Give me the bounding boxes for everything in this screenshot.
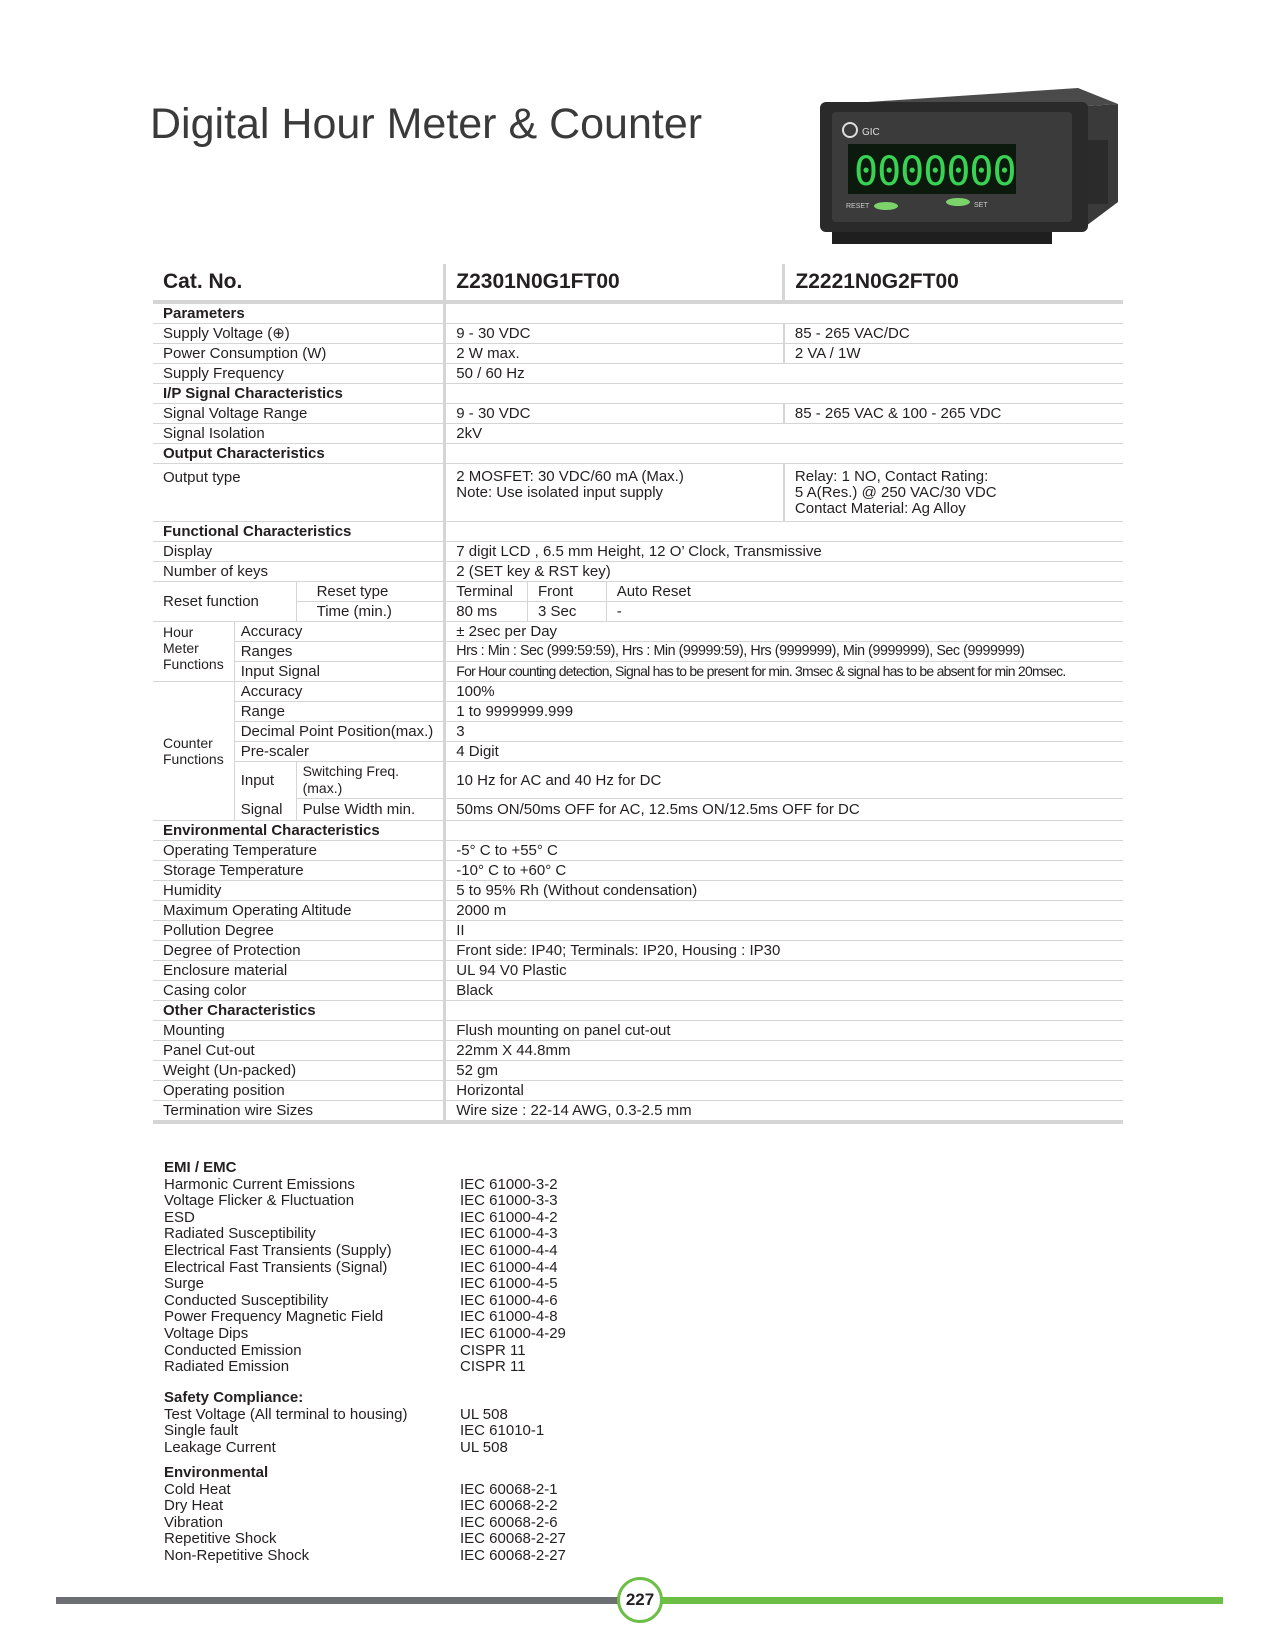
row-label: Pre-scaler [234, 742, 445, 762]
list-item: Harmonic Current Emissions IEC 61000-3-2 [164, 1175, 558, 1193]
row-value: 9 - 30 VDC [445, 404, 784, 424]
row-value: 2 (SET key & RST key) [445, 562, 1123, 582]
footer-bar-left [56, 1597, 622, 1604]
list-item: Voltage Flicker & Fluctuation IEC 61000-3-3 [164, 1192, 558, 1210]
list-item: Single fault IEC 61010-1 [164, 1422, 545, 1440]
safety-heading: Safety Compliance: [164, 1389, 304, 1406]
hour-meter-functions-label: Hour Meter Functions [153, 622, 234, 682]
row-value: 10 Hz for AC and 40 Hz for DC [445, 762, 1123, 799]
row-label: Signal Isolation [153, 424, 445, 444]
section-other: Other Characteristics [153, 1001, 445, 1021]
model-2: Z2221N0G2FT00 [784, 264, 1123, 302]
row-value: 52 gm [445, 1061, 1123, 1081]
list-item: Conducted Emission CISPR 11 [164, 1341, 526, 1359]
row-value: UL 94 V0 Plastic [445, 961, 1123, 981]
counter-functions-label: Counter Functions [153, 682, 234, 821]
row-value: 3 [445, 722, 1123, 742]
list-item: Test Voltage (All terminal to housing) UL 508 [164, 1405, 508, 1423]
row-label: Operating position [153, 1081, 445, 1101]
environmental-heading: Environmental [164, 1464, 269, 1481]
counter-input-label: Input [234, 762, 296, 799]
list-item: Electrical Fast Transients (Signal) IEC 61000-4-4 [164, 1258, 558, 1276]
row-label: Mounting [153, 1021, 445, 1041]
row-label: Enclosure material [153, 961, 445, 981]
section-output: Output Characteristics [153, 444, 445, 464]
row-value: Black [445, 981, 1123, 1001]
svg-text:RESET: RESET [846, 203, 870, 210]
row-value: 85 - 265 VAC & 100 - 265 VDC [784, 404, 1123, 424]
list-item: Surge IEC 61000-4-5 [164, 1275, 558, 1293]
list-item: ESD IEC 61000-4-2 [164, 1208, 558, 1226]
reset-time-terminal: 80 ms [445, 602, 528, 622]
row-value: 2 VA / 1W [784, 344, 1123, 364]
row-value: 2000 m [445, 901, 1123, 921]
counter-signal-label: Signal [234, 799, 296, 821]
page-number: 227 [617, 1577, 663, 1623]
model-1: Z2301N0G1FT00 [445, 264, 784, 302]
row-label: Input Signal [234, 662, 445, 682]
row-value: 2 MOSFET: 30 VDC/60 mA (Max.) Note: Use isolated input supply [445, 464, 784, 522]
row-value: 22mm X 44.8mm [445, 1041, 1123, 1061]
row-value: 9 - 30 VDC [445, 324, 784, 344]
row-label: Panel Cut-out [153, 1041, 445, 1061]
row-label: Accuracy [234, 682, 445, 702]
section-ip-signal: I/P Signal Characteristics [153, 384, 445, 404]
row-label: Ranges [234, 642, 445, 662]
row-value: Wire size : 22-14 AWG, 0.3-2.5 mm [445, 1101, 1123, 1123]
row-value: 85 - 265 VAC/DC [784, 324, 1123, 344]
svg-text:GIC: GIC [862, 127, 880, 138]
list-item: Vibration IEC 60068-2-6 [164, 1513, 558, 1531]
row-label: Pulse Width min. [296, 799, 445, 821]
list-item: Repetitive Shock IEC 60068-2-27 [164, 1530, 566, 1548]
row-value: -10° C to +60° C [445, 861, 1123, 881]
cat-no-label: Cat. No. [153, 264, 445, 302]
row-label: Maximum Operating Altitude [153, 901, 445, 921]
hour-meter-product-image [818, 84, 1136, 252]
row-value: 2 W max. [445, 344, 784, 364]
list-item: Power Frequency Magnetic Field IEC 61000-4-8 [164, 1308, 558, 1326]
row-label: Termination wire Sizes [153, 1101, 445, 1123]
row-label: Casing color [153, 981, 445, 1001]
reset-time-label: Time (min.) [296, 602, 445, 622]
row-label: Supply Frequency [153, 364, 445, 384]
list-item: Voltage Dips IEC 61000-4-29 [164, 1324, 566, 1342]
list-item: Radiated Emission CISPR 11 [164, 1358, 526, 1376]
list-item: Electrical Fast Transients (Supply) IEC 61000-4-4 [164, 1241, 558, 1259]
row-value: Relay: 1 NO, Contact Rating: 5 A(Res.) @ 250 VAC/30 VDC Contact Material: Ag Alloy [784, 464, 1123, 522]
row-value: -5° C to +55° C [445, 841, 1123, 861]
row-value: 100% [445, 682, 1123, 702]
list-item: Radiated Susceptibility IEC 61000-4-3 [164, 1225, 558, 1243]
row-value: Hrs : Min : Sec (999:59:59), Hrs : Min (99999:59), Hrs (9999999), Min (9999999), Sec (9999999) [445, 642, 1123, 662]
row-label: Storage Temperature [153, 861, 445, 881]
safety-compliance-list [164, 1390, 544, 1456]
row-value: 2kV [445, 424, 1123, 444]
row-value: ± 2sec per Day [445, 622, 1123, 642]
reset-function-label: Reset function [153, 582, 296, 622]
row-value: 50ms ON/50ms OFF for AC, 12.5ms ON/12.5ms OFF for DC [445, 799, 1123, 821]
row-value: 7 digit LCD , 6.5 mm Height, 12 O’ Clock, Transmissive [445, 542, 1123, 562]
specification-table [153, 264, 1123, 1124]
row-label: Power Consumption (W) [153, 344, 445, 364]
row-label: Operating Temperature [153, 841, 445, 861]
list-item: Conducted Susceptibility IEC 61000-4-6 [164, 1291, 558, 1309]
row-label: Switching Freq.(max.) [296, 762, 445, 799]
row-label: Pollution Degree [153, 921, 445, 941]
row-label: Humidity [153, 881, 445, 901]
row-value: Front side: IP40; Terminals: IP20, Housing : IP30 [445, 941, 1123, 961]
row-label: Accuracy [234, 622, 445, 642]
list-item: Dry Heat IEC 60068-2-2 [164, 1497, 558, 1515]
row-label: Number of keys [153, 562, 445, 582]
svg-text:SET: SET [974, 202, 988, 209]
row-value: 50 / 60 Hz [445, 364, 1123, 384]
list-item: Leakage Current UL 508 [164, 1438, 508, 1456]
row-value: 5 to 95% Rh (Without condensation) [445, 881, 1123, 901]
row-label: Decimal Point Position(max.) [234, 722, 445, 742]
row-value: II [445, 921, 1123, 941]
row-label: Range [234, 702, 445, 722]
row-value: 4 Digit [445, 742, 1123, 762]
row-label: Display [153, 542, 445, 562]
catalog-header-row [153, 264, 1123, 302]
emi-heading: EMI / EMC [164, 1159, 237, 1176]
row-label: Supply Voltage (⊕) [153, 324, 445, 344]
reset-time-front: 3 Sec [528, 602, 607, 622]
list-item: Non-Repetitive Shock IEC 60068-2-27 [164, 1546, 566, 1564]
reset-key [874, 202, 898, 210]
row-value: 1 to 9999999.999 [445, 702, 1123, 722]
reset-time-auto: - [606, 602, 1123, 622]
list-item: Cold Heat IEC 60068-2-1 [164, 1480, 558, 1498]
row-value: Flush mounting on panel cut-out [445, 1021, 1123, 1041]
row-label: Weight (Un-packed) [153, 1061, 445, 1081]
footer-bar-right [658, 1597, 1223, 1604]
page-title: Digital Hour Meter & Counter [150, 100, 703, 148]
section-parameters: Parameters [153, 302, 445, 324]
reset-front: Front [528, 582, 607, 602]
row-label: Output type [153, 464, 445, 522]
reset-auto: Auto Reset [606, 582, 1123, 602]
reset-terminal: Terminal [445, 582, 528, 602]
row-label: Signal Voltage Range [153, 404, 445, 424]
reset-type-label: Reset type [296, 582, 445, 602]
section-environmental: Environmental Characteristics [153, 821, 445, 841]
lcd-display: 0000000 [854, 149, 1016, 195]
environmental-tests-list [164, 1465, 566, 1565]
row-value: For Hour counting detection, Signal has to be present for min. 3msec & signal has to be absent for min 20msec. [445, 662, 1123, 682]
section-functional: Functional Characteristics [153, 522, 445, 542]
emi-emc-list [164, 1160, 566, 1376]
set-key [946, 198, 970, 206]
row-value: Horizontal [445, 1081, 1123, 1101]
row-label: Degree of Protection [153, 941, 445, 961]
